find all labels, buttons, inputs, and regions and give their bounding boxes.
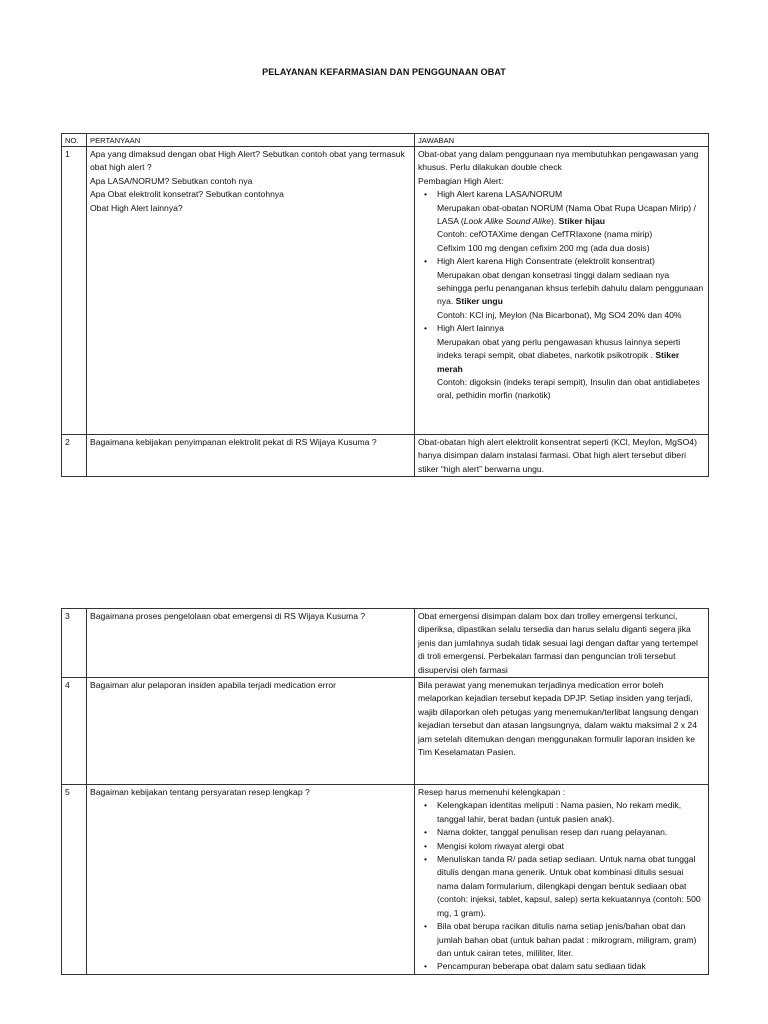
table-row: [62, 147, 709, 435]
table-header-row: [62, 134, 709, 147]
header-question: PERTANYAAN: [87, 134, 415, 147]
italic-term: Look Alike Sound Alike: [463, 216, 552, 227]
description-text: Merupakan obat-obatan NORUM (Nama Obat Rupa Ucapan Mirip) / LASA (: [437, 202, 696, 227]
list-item: • Nama dokter, tanggal penulisan resep dan ruang pelayanan.: [437, 826, 705, 839]
row-number: 2: [62, 435, 87, 477]
qa-table-page-1: [61, 133, 709, 477]
table-row: [62, 678, 709, 785]
question-cell: Bagaimana proses pengelolaan obat emergensi di RS Wijaya Kusuma ?: [87, 609, 415, 678]
bullet-description: [437, 269, 705, 309]
list-item: [437, 188, 705, 255]
question-cell: Bagaiman kebijakan tentang persyaratan resep lengkap ?: [87, 785, 415, 975]
header-answer: JAWABAN: [415, 134, 709, 147]
question-cell: Bagaiman alur pelaporan insiden apabila terjadi medication error: [87, 678, 415, 785]
bullet-heading: • High Alert karena LASA/NORUM: [437, 189, 563, 200]
table-row: [62, 609, 709, 678]
answer-intro: Resep harus memenuhi kelengkapan :: [418, 787, 566, 798]
row-number: 4: [62, 678, 87, 785]
bullet-heading: • High Alert karena High Consentrate (elektrolit konsentrat): [437, 256, 655, 267]
answer-cell: Obat emergensi disimpan dalam box dan trolley emergensi terkunci, diperiksa, dipastikan selalu tersedia dan harus selalu diganti segera jika jenis dan jumlahnya sudah tidak sesuai lagi dengan daftar yang tertempel di troli emergensi. Perbekalan farmasi dan penguncian troli tersebut disupervisi oleh farmasi: [415, 609, 709, 678]
list-item: • Bila obat berupa racikan ditulis nama setiap jenis/bahan obat dan jumlah bahan obat (untuk bahan padat : mikrogram, miligram, gram) dan untuk cairan tetes, mililiter, liter.: [437, 920, 705, 960]
list-item: • Pencampuran beberapa obat dalam satu sediaan tidak: [437, 960, 705, 973]
row-number: 1: [62, 147, 87, 435]
sticker-label-red: Stiker merah: [437, 350, 680, 374]
table-row: [62, 435, 709, 477]
sticker-label-green: Stiker hijau: [558, 216, 605, 227]
answer-cell: Bila perawat yang menemukan terjadinya medication error boleh melaporkan kejadian tersebut kepada DPJP. Setiap insiden yang terjadi, wajib dilaporkan oleh petugas yang menemukan/terlibat langsung dengan kejadian tersebut dan atasan langsungnya, dalam waktu maksimal 2 x 24 jam setelah ditemukan dengan menggunakan formulir laporan insiden ke Tim Keselamatan Pasien.: [415, 678, 709, 785]
row-number: 5: [62, 785, 87, 975]
question-cell: Bagaimana kebijakan penyimpanan elektrolit pekat di RS Wijaya Kusuma ?: [87, 435, 415, 477]
answer-cell: [415, 147, 709, 435]
example-line: Contoh: KCl inj, Meylon (Na Bicarbonat), Mg SO4 20% dan 40%: [437, 309, 682, 320]
question-line: Apa LASA/NORUM? Sebutkan contoh nya: [90, 175, 253, 186]
bullet-description: [437, 336, 705, 376]
list-item: [437, 322, 705, 402]
sticker-label-purple: Stiker ungu: [455, 296, 503, 307]
qa-table-page-2: [61, 608, 709, 975]
bullet-heading: • High Alert lainnya: [437, 323, 504, 334]
answer-cell: [415, 785, 709, 975]
description-text: ).: [551, 216, 559, 227]
list-item: • Kelengkapan identitas meliputi : Nama pasien, No rekam medik, tanggal lahir, berat badan (untuk pasien anak).: [437, 799, 705, 826]
question-line: Apa Obat elektrolit konsetrat? Sebutkan contohnya: [90, 189, 284, 200]
example-line: Contoh: cefOTAXime dengan CefTRIaxone (nama mirip): [437, 229, 653, 240]
bullet-description: [437, 202, 705, 229]
answer-cell: Obat-obatan high alert elektrolit konsentrat seperti (KCl, Meylon, MgSO4) hanya disimpan dalam instalasi farmasi. Obat high alert tersebut diberi stiker “high alert” berwarna ungu.: [415, 435, 709, 477]
description-text: Merupakan obat dengan konsetrasi tinggi dalam sediaan nya sehingga perlu penanganan khsus terlebih dahulu dalam penggunaan nya.: [437, 269, 704, 307]
document-title: PELAYANAN KEFARMASIAN DAN PENGGUNAAN OBAT: [262, 67, 506, 77]
high-alert-list: [418, 188, 705, 403]
header-no: NO.: [62, 134, 87, 147]
description-text: Merupakan obat yang perlu pengawasan khusus lainnya seperti indeks terapi sempit, obat diabetes, narkotik psikotropik .: [437, 336, 681, 361]
example-line: Contoh: digoksin (indeks terapi sempit), Insulin dan obat antidiabetes oral, pethidin morfin (narkotik): [437, 376, 700, 401]
list-item: [437, 255, 705, 322]
answer-subheading: Pembagian High Alert:: [418, 175, 504, 186]
question-line: Apa yang dimaksud dengan obat High Alert? Sebutkan contoh obat yang termasuk obat high alert ?: [90, 149, 405, 173]
table-row: [62, 785, 709, 975]
example-line: Cefixim 100 mg dengan cefixim 200 mg (ada dua dosis): [437, 242, 650, 253]
question-cell: [87, 147, 415, 435]
question-line: Obat High Alert lainnya?: [90, 202, 183, 213]
row-number: 3: [62, 609, 87, 678]
prescription-requirements-list: [418, 799, 705, 973]
answer-intro: Obat-obat yang dalam penggunaan nya membutuhkan pengawasan yang khusus. Perlu dilakukan double check: [418, 149, 699, 173]
list-item: • Mengisi kolom riwayat alergi obat: [437, 840, 705, 853]
list-item: • Menuliskan tanda R/ pada setiap sediaan. Untuk nama obat tunggal ditulis dengan mana generik. Untuk obat kombinasi ditulis sesuai nama dalam formularium, dilengkapi dengan bentuk sediaan obat (contoh: injeksi, tablet, kapsul, salep) serta kekuatannya (contoh: 500 mg, 1 gram).: [437, 853, 705, 920]
